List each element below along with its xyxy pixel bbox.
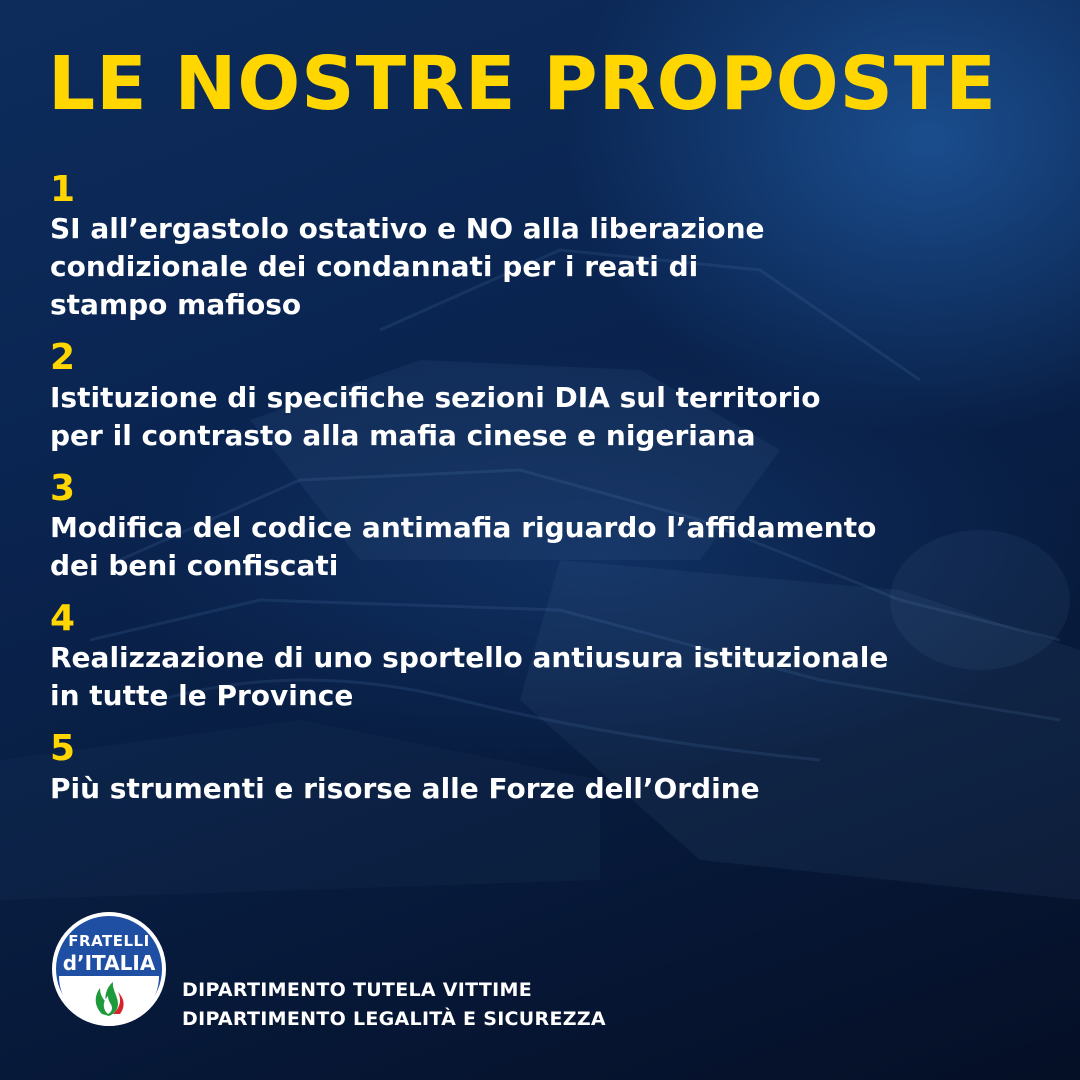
proposal-number: 5 — [50, 728, 76, 770]
logo-line-1: FRATELLI — [68, 932, 150, 950]
proposal-number: 2 — [50, 337, 76, 379]
department-line-1: DIPARTIMENTO TUTELA VITTIME — [182, 979, 532, 1001]
proposal-text: SI all’ergastolo ostativo e NO alla liberazione condizionale dei condannati per i reati di stampo mafioso — [50, 212, 765, 322]
proposal-number: 3 — [50, 467, 76, 509]
proposal-number: 4 — [50, 597, 76, 639]
departments — [182, 976, 606, 1034]
page-title: LE NOSTRE PROPOSTE — [48, 41, 997, 127]
proposal-text: Più strumenti e risorse alle Forze dell’Ordine — [50, 771, 760, 805]
proposal-text: Realizzazione di uno sportello antiusura istituzionale in tutte le Province — [50, 641, 889, 713]
proposal-item-5 — [50, 729, 1050, 807]
party-logo — [50, 910, 168, 1028]
proposal-item-3 — [50, 469, 1050, 585]
proposal-item-1 — [50, 170, 1050, 324]
proposal-number: 1 — [50, 169, 76, 210]
department-line-2: DIPARTIMENTO LEGALITÀ E SICUREZZA — [182, 1008, 606, 1030]
proposal-text: Modifica del codice antimafia riguardo l’affidamento dei beni confiscati — [50, 510, 877, 582]
proposal-text: Istituzione di specifiche sezioni DIA sul territorio per il contrasto alla mafia cinese e nigeriana — [50, 380, 821, 452]
proposals-list — [50, 170, 1050, 822]
proposal-item-2 — [50, 338, 1050, 454]
proposal-item-4 — [50, 599, 1050, 715]
logo-line-2: d’ITALIA — [62, 951, 156, 975]
